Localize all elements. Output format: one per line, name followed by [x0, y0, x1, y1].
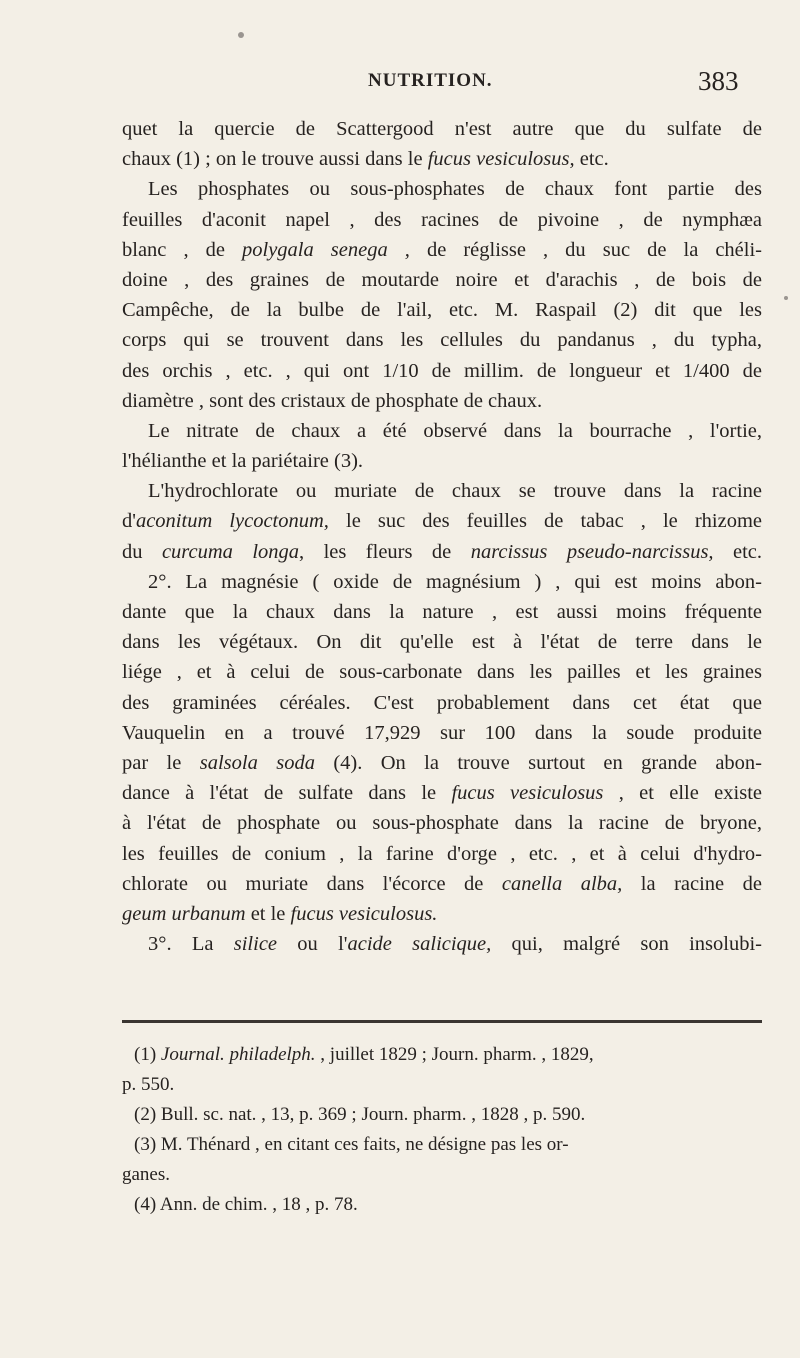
text-line	[122, 205, 762, 235]
text-line	[122, 718, 762, 748]
paper-speck	[784, 296, 788, 300]
text-run: chaux (1) ; on le trouve aussi dans le	[122, 148, 428, 171]
italic-term: silice	[233, 933, 278, 956]
text-run: etc.	[713, 540, 763, 563]
text-run: (3) M. Thénard , en citant ces faits, ne désigne pas les or-	[134, 1134, 569, 1155]
text-run: dans les végétaux. On dit qu'elle est à l'état de terre dans le	[122, 631, 762, 654]
text-run: p. 550.	[122, 1074, 175, 1095]
footnote-line	[122, 1160, 762, 1190]
text-run: (2) Bull. sc. nat. , 13, p. 369 ; Journ. pharm. , 1828 , p. 590.	[134, 1104, 586, 1125]
text-run: qui, malgré son insolubi-	[491, 933, 762, 956]
text-line	[122, 265, 762, 295]
text-line	[122, 325, 762, 355]
italic-term: salsola soda	[199, 751, 315, 774]
text-run: dance à l'état de sulfate dans le	[122, 782, 452, 805]
text-line	[122, 446, 762, 476]
text-line	[122, 506, 762, 536]
text-line	[122, 537, 762, 567]
text-line	[122, 808, 762, 838]
text-run: etc.	[574, 148, 609, 171]
footnote-rule	[122, 1020, 762, 1023]
text-run: par le	[122, 751, 200, 774]
text-line	[122, 839, 762, 869]
italic-term: curcuma longa	[161, 540, 300, 563]
text-line	[122, 114, 762, 144]
text-line	[122, 748, 762, 778]
text-run: 2°. La magnésie ( oxide de magnésium ) , qui est moins abon-	[148, 570, 762, 593]
italic-term: aconitum lycoctonum,	[135, 510, 329, 533]
text-line	[122, 688, 762, 718]
text-line	[122, 295, 762, 325]
text-run: doine , des graines de moutarde noire et d'arachis , de bois de	[122, 268, 762, 291]
text-line	[122, 235, 762, 265]
text-line	[122, 174, 762, 204]
footnotes	[122, 1040, 762, 1220]
footnote-line	[134, 1100, 762, 1130]
text-run: Le nitrate de chaux a été observé dans la bourrache , l'ortie,	[148, 419, 762, 442]
page-number: 383	[698, 66, 739, 96]
italic-term: fucus vesiculosus.	[290, 902, 438, 925]
text-run: l'hélianthe et la pariétaire (3).	[122, 450, 364, 473]
text-run: quet la quercie de Scattergood n'est autre que du sulfate de	[122, 118, 762, 140]
text-line	[122, 597, 762, 627]
italic-term: fucus vesiculosus	[451, 782, 604, 805]
paper-speck	[238, 32, 244, 38]
text-run: ganes.	[122, 1164, 171, 1185]
text-line	[122, 416, 762, 446]
italic-term: acide salicique,	[347, 933, 492, 956]
text-run: Les phosphates ou sous-phosphates de chaux font partie des	[148, 178, 762, 201]
text-run: la racine de	[622, 872, 762, 895]
text-run: feuilles d'aconit napel , des racines de pivoine , de nymphæa	[122, 208, 762, 231]
footnote-line	[134, 1190, 762, 1220]
text-run: des orchis , etc. , qui ont 1/10 de millim. de longueur et 1/400 de	[122, 359, 762, 382]
italic-term: narcissus pseudo-narcissus,	[470, 540, 714, 563]
text-line	[122, 567, 762, 597]
text-line	[122, 899, 762, 929]
text-run: L'hydrochlorate ou muriate de chaux se trouve dans la racine	[148, 480, 762, 503]
text-line	[122, 627, 762, 657]
footnote-line	[134, 1040, 762, 1070]
text-run: dante que la chaux dans la nature , est aussi moins fréquente	[122, 601, 762, 623]
italic-term: canella alba,	[501, 872, 623, 895]
text-run: les feuilles de conium , la farine d'orge , etc. , et à celui d'hydro-	[122, 842, 762, 865]
italic-term: fucus vesiculosus,	[427, 148, 575, 171]
body-text	[122, 114, 762, 959]
text-run: et le	[245, 902, 291, 925]
text-run: de réglisse , du suc de la chéli-	[409, 238, 763, 261]
text-line	[122, 386, 762, 416]
italic-term: polygala senega ,	[242, 238, 410, 261]
text-run: (1)	[134, 1044, 161, 1065]
text-line	[122, 476, 762, 506]
page-header	[0, 66, 800, 102]
text-run: corps qui se trouvent dans les cellules du pandanus , du typha,	[122, 329, 762, 352]
text-run: ou l'	[277, 933, 348, 956]
text-run: liége , et à celui de sous-carbonate dans les pailles et les graines	[122, 661, 762, 684]
text-run: des graminées céréales. C'est probablement dans cet état que	[122, 691, 762, 714]
text-run: Campêche, de la bulbe de l'ail, etc. M. Raspail (2) dit que les	[122, 299, 762, 322]
text-run: diamètre , sont des cristaux de phosphate de chaux.	[122, 389, 543, 412]
text-line	[122, 144, 762, 174]
text-line	[122, 778, 762, 808]
text-run: (4). On la trouve surtout en grande abon-	[314, 751, 762, 774]
text-run: le suc des feuilles de tabac , le rhizome	[328, 510, 762, 533]
text-run: , juillet 1829 ; Journ. pharm. , 1829,	[315, 1044, 594, 1065]
text-run: blanc , de	[122, 238, 243, 261]
running-title: NUTRITION.	[368, 70, 493, 91]
text-run: Vauquelin en a trouvé 17,929 sur 100 dans la soude produite	[122, 721, 762, 744]
text-run: d'	[122, 510, 136, 533]
text-line	[122, 356, 762, 386]
italic-title: Journal. philadelph.	[160, 1044, 316, 1065]
text-run: , les fleurs de	[299, 540, 471, 563]
text-run: 3°. La	[148, 933, 234, 956]
italic-term: geum urbanum	[122, 902, 246, 925]
text-line	[122, 929, 762, 959]
text-run: (4) Ann. de chim. , 18 , p. 78.	[134, 1194, 358, 1215]
text-line	[122, 869, 762, 899]
text-line	[122, 657, 762, 687]
footnote-line	[134, 1130, 762, 1160]
text-run: chlorate ou muriate dans l'écorce de	[122, 872, 502, 895]
text-run: du	[122, 540, 162, 563]
text-run: , et elle existe	[603, 782, 762, 805]
footnote-line	[122, 1070, 762, 1100]
text-run: à l'état de phosphate ou sous-phosphate dans la racine de bryone,	[122, 812, 762, 835]
